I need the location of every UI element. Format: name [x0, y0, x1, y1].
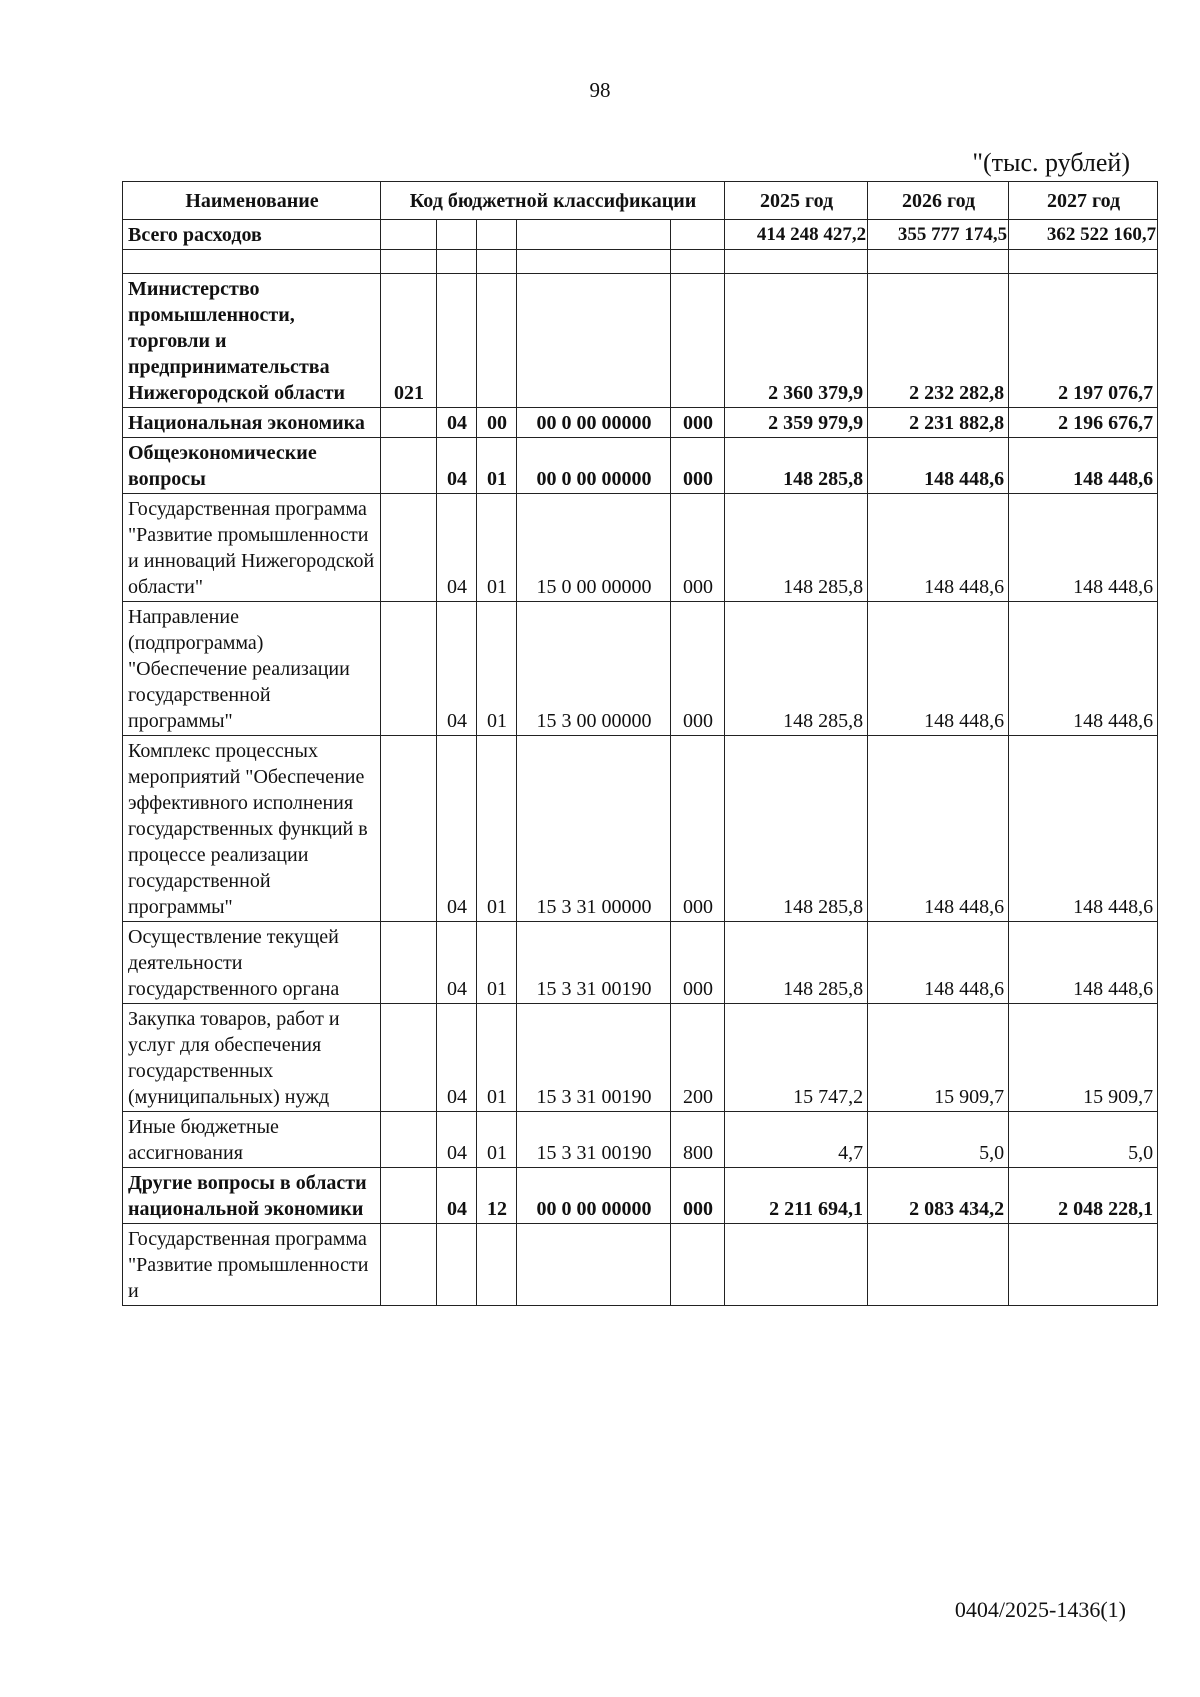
code-section: 04 — [437, 602, 477, 736]
total-row — [123, 220, 1158, 250]
code-cell — [671, 220, 725, 250]
code-expense-type: 800 — [671, 1112, 725, 1168]
page-number: 98 — [589, 78, 611, 102]
value-2025: 15 747,2 — [725, 1004, 868, 1112]
code-section: 04 — [437, 1112, 477, 1168]
code-subsection: 01 — [477, 602, 517, 736]
row-name: Общеэкономические вопросы — [123, 438, 381, 494]
code-section: 04 — [437, 1004, 477, 1112]
value-2026: 148 448,6 — [868, 602, 1009, 736]
code-target: 15 3 00 00000 — [517, 602, 671, 736]
code-expense-type: 200 — [671, 1004, 725, 1112]
code-admin — [381, 438, 437, 494]
value-2025: 148 285,8 — [725, 494, 868, 602]
value-2027: 148 448,6 — [1009, 494, 1158, 602]
code-subsection: 01 — [477, 736, 517, 922]
value-2027: 148 448,6 — [1009, 922, 1158, 1004]
code-expense-type: 000 — [671, 408, 725, 438]
code-admin — [381, 922, 437, 1004]
value-2025: 148 285,8 — [725, 438, 868, 494]
code-expense-type: 000 — [671, 1168, 725, 1224]
header-code: Код бюджетной классификации — [381, 182, 725, 220]
code-admin — [381, 1168, 437, 1224]
value-2026: 148 448,6 — [868, 922, 1009, 1004]
code-target: 15 3 31 00190 — [517, 1004, 671, 1112]
total-name: Всего расходов — [123, 220, 381, 250]
code-subsection: 12 — [477, 1168, 517, 1224]
value-2027: 15 909,7 — [1009, 1004, 1158, 1112]
code-target — [517, 274, 671, 408]
code-subsection — [477, 1224, 517, 1306]
code-section — [437, 1224, 477, 1306]
table-row — [123, 1224, 1158, 1306]
value-2027: 5,0 — [1009, 1112, 1158, 1168]
code-admin — [381, 1224, 437, 1306]
empty-cell — [381, 250, 437, 274]
value-2026: 5,0 — [868, 1112, 1009, 1168]
document-code: 0404/2025-1436(1) — [954, 1597, 1126, 1622]
row-name: Государственная программа "Развитие промышленности и инноваций Нижегородской области" — [123, 494, 381, 602]
spacer-row — [123, 250, 1158, 274]
header-2025: 2025 год — [725, 182, 868, 220]
value-2027: 2 197 076,7 — [1009, 274, 1158, 408]
code-admin: 021 — [381, 274, 437, 408]
code-expense-type — [671, 1224, 725, 1306]
total-2027: 362 522 160,7 — [1009, 220, 1158, 250]
code-cell — [381, 220, 437, 250]
code-target: 15 3 31 00190 — [517, 1112, 671, 1168]
empty-cell — [123, 250, 381, 274]
total-2026: 355 777 174,5 — [868, 220, 1009, 250]
row-name: Национальная экономика — [123, 408, 381, 438]
value-2027: 148 448,6 — [1009, 602, 1158, 736]
value-2026 — [868, 1224, 1009, 1306]
row-name: Осуществление текущей деятельности государственного органа — [123, 922, 381, 1004]
code-target: 00 0 00 00000 — [517, 408, 671, 438]
code-admin — [381, 602, 437, 736]
code-section: 04 — [437, 438, 477, 494]
units-label: "(тыс. рублей) — [972, 148, 1130, 177]
row-name: Министерство промышленности, торговли и предпринимательства Нижегородской области — [123, 274, 381, 408]
table-row — [123, 922, 1158, 1004]
header-name: Наименование — [123, 182, 381, 220]
code-subsection: 01 — [477, 922, 517, 1004]
table-row — [123, 494, 1158, 602]
code-expense-type: 000 — [671, 602, 725, 736]
code-admin — [381, 1004, 437, 1112]
code-admin — [381, 494, 437, 602]
code-expense-type — [671, 274, 725, 408]
code-subsection: 01 — [477, 1004, 517, 1112]
code-admin — [381, 1112, 437, 1168]
code-subsection — [477, 274, 517, 408]
row-name: Другие вопросы в области национальной экономики — [123, 1168, 381, 1224]
code-subsection: 01 — [477, 1112, 517, 1168]
value-2027: 2 196 676,7 — [1009, 408, 1158, 438]
code-subsection: 01 — [477, 438, 517, 494]
value-2026: 2 231 882,8 — [868, 408, 1009, 438]
empty-cell — [477, 250, 517, 274]
header-2026: 2026 год — [868, 182, 1009, 220]
code-expense-type: 000 — [671, 494, 725, 602]
code-cell — [437, 220, 477, 250]
code-section: 04 — [437, 1168, 477, 1224]
budget-table — [122, 181, 1158, 1306]
code-target: 15 0 00 00000 — [517, 494, 671, 602]
code-target: 00 0 00 00000 — [517, 1168, 671, 1224]
table-row — [123, 1112, 1158, 1168]
code-expense-type: 000 — [671, 922, 725, 1004]
value-2027: 2 048 228,1 — [1009, 1168, 1158, 1224]
code-cell — [517, 220, 671, 250]
empty-cell — [671, 250, 725, 274]
value-2025: 148 285,8 — [725, 922, 868, 1004]
total-2025: 414 248 427,2 — [725, 220, 868, 250]
row-name: Комплекс процессных мероприятий "Обеспечение эффективного исполнения государственных функций в процессе реализации государственной программы" — [123, 736, 381, 922]
code-cell — [477, 220, 517, 250]
header-row — [123, 182, 1158, 220]
code-target — [517, 1224, 671, 1306]
row-name: Направление (подпрограмма) "Обеспечение реализации государственной программы" — [123, 602, 381, 736]
empty-cell — [517, 250, 671, 274]
code-target: 15 3 31 00190 — [517, 922, 671, 1004]
empty-cell — [1009, 250, 1158, 274]
value-2026: 2 232 282,8 — [868, 274, 1009, 408]
empty-cell — [868, 250, 1009, 274]
table-row — [123, 736, 1158, 922]
value-2026: 148 448,6 — [868, 494, 1009, 602]
code-target: 00 0 00 00000 — [517, 438, 671, 494]
value-2025: 2 360 379,9 — [725, 274, 868, 408]
code-target: 15 3 31 00000 — [517, 736, 671, 922]
table-row — [123, 1004, 1158, 1112]
row-name: Иные бюджетные ассигнования — [123, 1112, 381, 1168]
table-row — [123, 438, 1158, 494]
value-2025 — [725, 1224, 868, 1306]
value-2026: 15 909,7 — [868, 1004, 1009, 1112]
code-subsection: 00 — [477, 408, 517, 438]
code-section: 04 — [437, 736, 477, 922]
empty-cell — [437, 250, 477, 274]
table-row — [123, 1168, 1158, 1224]
value-2025: 2 211 694,1 — [725, 1168, 868, 1224]
code-subsection: 01 — [477, 494, 517, 602]
value-2025: 148 285,8 — [725, 602, 868, 736]
code-section: 04 — [437, 922, 477, 1004]
code-expense-type: 000 — [671, 736, 725, 922]
value-2025: 148 285,8 — [725, 736, 868, 922]
value-2026: 148 448,6 — [868, 736, 1009, 922]
table-row — [123, 408, 1158, 438]
code-admin — [381, 736, 437, 922]
value-2027: 148 448,6 — [1009, 736, 1158, 922]
table-row — [123, 274, 1158, 408]
value-2025: 4,7 — [725, 1112, 868, 1168]
value-2027: 148 448,6 — [1009, 438, 1158, 494]
value-2026: 148 448,6 — [868, 438, 1009, 494]
code-expense-type: 000 — [671, 438, 725, 494]
empty-cell — [725, 250, 868, 274]
value-2025: 2 359 979,9 — [725, 408, 868, 438]
code-admin — [381, 408, 437, 438]
code-section: 04 — [437, 408, 477, 438]
code-section — [437, 274, 477, 408]
header-2027: 2027 год — [1009, 182, 1158, 220]
table-row — [123, 602, 1158, 736]
code-section: 04 — [437, 494, 477, 602]
value-2026: 2 083 434,2 — [868, 1168, 1009, 1224]
value-2027 — [1009, 1224, 1158, 1306]
row-name: Закупка товаров, работ и услуг для обеспечения государственных (муниципальных) нужд — [123, 1004, 381, 1112]
row-name: Государственная программа "Развитие промышленности и — [123, 1224, 381, 1306]
